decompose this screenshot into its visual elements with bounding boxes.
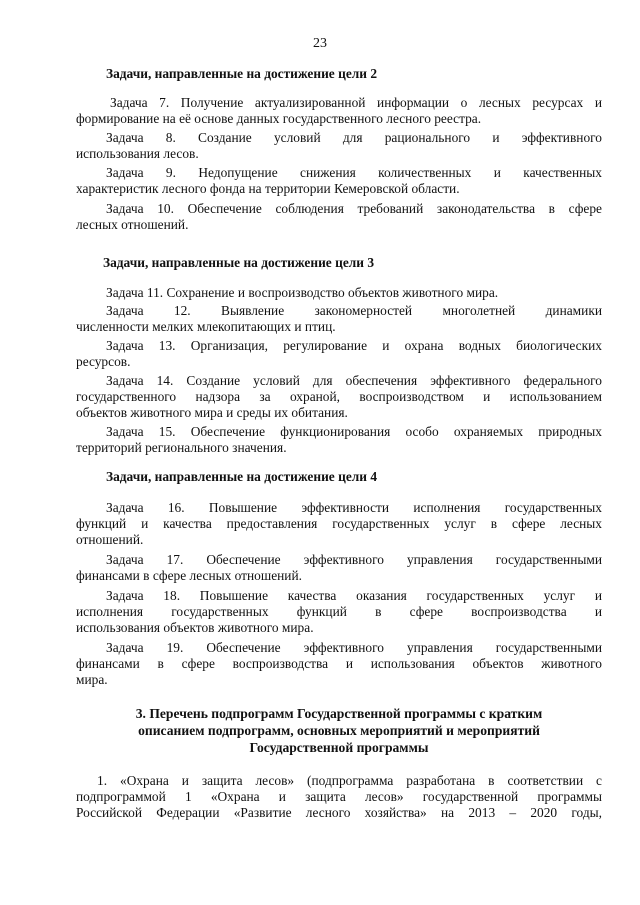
task11-line1: Задача 11. Сохранение и воспроизводство объектов животного мира. (106, 285, 499, 300)
task10-line2: лесных отношений. (76, 217, 189, 232)
task16-line3: отношений. (76, 532, 144, 547)
task14-line2: государственного надзора за охраной, воспроизводством и использованием (76, 389, 602, 404)
task9-line1: Задача 9. Недопущение снижения количественных и качественных (106, 165, 602, 180)
task7-line1: Задача 7. Получение актуализированной информации о лесных ресурсах и (110, 95, 602, 110)
task7-line2: формирование на её основе данных государственного лесного реестра. (76, 111, 482, 126)
task15-line1: Задача 15. Обеспечение функционирования особо охраняемых природных (106, 424, 602, 439)
task18-line2: исполнения государственных функций в сфере воспроизводства и (76, 604, 602, 619)
task8-line1: Задача 8. Создание условий для рационального и эффективного (106, 130, 602, 145)
section3-p1-line2: подпрограммой 1 «Охрана и защита лесов» государственной программы (76, 789, 602, 804)
goal4-heading: Задачи, направленные на достижение цели 4 (106, 469, 378, 484)
goal2-heading: Задачи, направленные на достижение цели 2 (106, 66, 378, 81)
task17-line1: Задача 17. Обеспечение эффективного управления государственными (106, 552, 602, 567)
task9-line2: характеристик лесного фонда на территории Кемеровской области. (76, 181, 460, 196)
task13-line2: ресурсов. (76, 354, 131, 369)
task18-line1: Задача 18. Повышение качества оказания государственных услуг и (106, 588, 602, 603)
page-number: 23 (313, 36, 327, 51)
task8-line2: использования лесов. (76, 146, 199, 161)
task12-line2: численности мелких млекопитающих и птиц. (76, 319, 336, 334)
task19-line3: мира. (76, 672, 108, 687)
task13-line1: Задача 13. Организация, регулирование и охрана водных биологических (106, 338, 602, 353)
task19-line2: финансами в сфере воспроизводства и использования объектов животного (76, 656, 602, 671)
task14-line1: Задача 14. Создание условий для обеспечения эффективного федерального (106, 373, 602, 388)
task17-line2: финансами в сфере лесных отношений. (76, 568, 302, 583)
section3-p1-line3: Российской Федерации «Развитие лесного хозяйства» на 2013 – 2020 годы, (76, 805, 602, 820)
section3-heading-line1: 3. Перечень подпрограмм Государственной программы с кратким (135, 706, 543, 721)
section3-heading-line2: описанием подпрограмм, основных мероприятий и мероприятий (138, 723, 540, 738)
goal3-heading: Задачи, направленные на достижение цели 3 (103, 255, 375, 270)
section3-heading-line3: Государственной программы (249, 740, 429, 755)
task16-line2: функций и качества предоставления государственных услуг в сфере лесных (76, 516, 602, 531)
task18-line3: использования объектов животного мира. (76, 620, 314, 635)
task14-line3: объектов животного мира и среды их обитания. (76, 405, 348, 420)
task10-line1: Задача 10. Обеспечение соблюдения требований законодательства в сфере (106, 201, 602, 216)
task15-line2: территорий регионального значения. (76, 440, 287, 455)
task19-line1: Задача 19. Обеспечение эффективного управления государственными (106, 640, 602, 655)
section3-p1-line1: 1. «Охрана и защита лесов» (подпрограмма разработана в соответствии с (97, 773, 602, 788)
task12-line1: Задача 12. Выявление закономерностей многолетней динамики (106, 303, 602, 318)
task16-line1: Задача 16. Повышение эффективности исполнения государственных (106, 500, 602, 515)
